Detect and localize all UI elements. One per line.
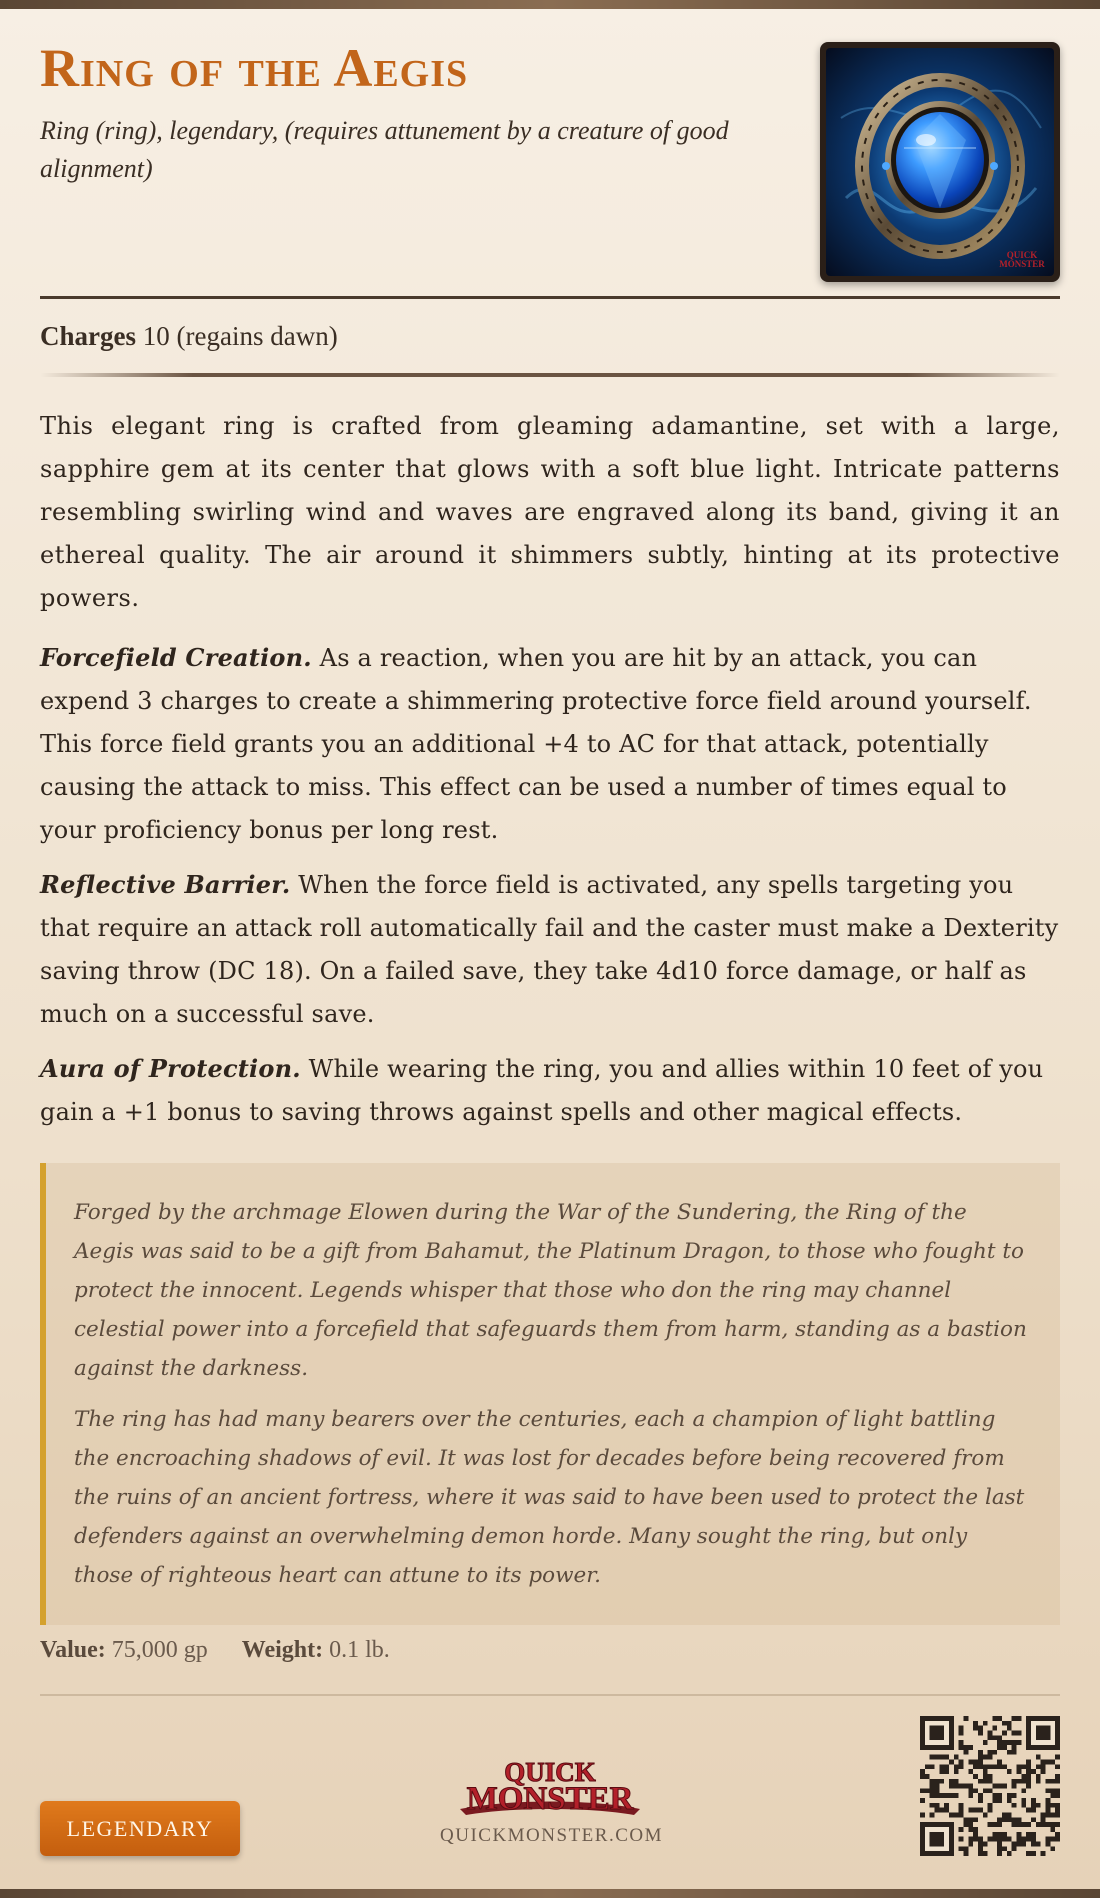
charges-divider	[40, 373, 1060, 377]
top-border	[0, 0, 1100, 9]
ability-text: While wearing the ring, you and allies within 10 feet of you gain a +1 bonus to saving throws against spells and other magical effects.	[40, 1055, 1044, 1126]
card-header	[40, 9, 1060, 297]
ability-name: Reflective Barrier.	[40, 870, 291, 899]
ability-name: Forcefield Creation.	[40, 643, 312, 672]
item-description: This elegant ring is crafted from gleaming adamantine, set with a large, sapphire gem at its center that glows with a soft blue light. Intricate patterns resembling swirling wind and waves are engraved along its band, giving it an ethereal quality. The air around it shimmers subtly, hinting at its protective powers.	[40, 412, 1060, 612]
weight-label: Weight:	[241, 1637, 324, 1663]
item-title: Ring of the Aegis	[40, 38, 469, 98]
value-amount: 75,000 gp	[111, 1637, 208, 1663]
lore-paragraph: The ring has had many bearers over the centuries, each a champion of light battling the encroaching shadows of evil. It was lost for decades before being recovered from the ruins of an ancient fortress, where it was said to have been used to protect the last defenders against an overwhelming demon horde. Many sought the ring, but only those of righteous heart can attune to its power.	[74, 1407, 1025, 1588]
ability-reflective-barrier	[40, 863, 1060, 1036]
header-divider	[40, 296, 1060, 299]
charges-label: Charges	[40, 321, 136, 351]
footer-divider	[40, 1694, 1060, 1696]
item-subtitle: Ring (ring), legendary, (requires attunement by a creature of good alignment)	[40, 116, 729, 183]
item-description-block	[40, 405, 1060, 1145]
rarity-badge: LEGENDARY	[40, 1801, 240, 1856]
site-url[interactable]: QUICKMONSTER.COM	[440, 1825, 663, 1846]
ability-text: When the force field is activated, any spells targeting you that require an attack roll automatically fail and the caster must make a Dexterity saving throw (DC 18). On a failed save, they take 4d10 force damage, or half as much on a successful save.	[40, 871, 1059, 1028]
charges-value: 10 (regains dawn)	[142, 321, 338, 351]
weight-amount: 0.1 lb.	[329, 1637, 390, 1663]
bottom-border	[0, 1889, 1100, 1898]
svg-text:MONSTER: MONSTER	[999, 259, 1045, 269]
qr-code-icon[interactable]	[920, 1716, 1060, 1856]
charges-line	[40, 321, 338, 352]
ability-forcefield-creation	[40, 636, 1060, 852]
ability-name: Aura of Protection.	[40, 1054, 301, 1083]
item-card	[40, 9, 1060, 1889]
lore-blockquote	[40, 1163, 1060, 1625]
ability-text: As a reaction, when you are hit by an attack, you can expend 3 charges to create a shimmering protective force field around yourself. This force field grants you an additional +4 to AC for that attack, potentially causing the attack to miss. This effect can be used a number of times equal to your proficiency bonus per long rest.	[40, 644, 1032, 844]
qr-code-graphic	[920, 1716, 1060, 1856]
logo-line-2: MONSTER	[466, 1781, 634, 1817]
quickmonster-logo[interactable]	[440, 1753, 663, 1847]
lore-paragraph: Forged by the archmage Elowen during the War of the Sundering, the Ring of the Aegis was said to be a gift from Bahamut, the Platinum Dragon, to those who fought to protect the innocent. Legends whisper that those who don the ring may channel celestial power into a forcefield that safeguards them from harm, standing as a bastion against the darkness.	[74, 1200, 1027, 1381]
ability-aura-of-protection	[40, 1047, 1060, 1134]
value-label: Value:	[40, 1637, 106, 1663]
ring-illustration	[826, 48, 1054, 276]
logo-line-1: QUICK	[504, 1757, 596, 1787]
logo-mark	[450, 1753, 650, 1819]
item-meta	[40, 1637, 390, 1664]
image-watermark: QUICK	[1006, 250, 1038, 260]
sapphire-ring-image	[820, 42, 1060, 282]
